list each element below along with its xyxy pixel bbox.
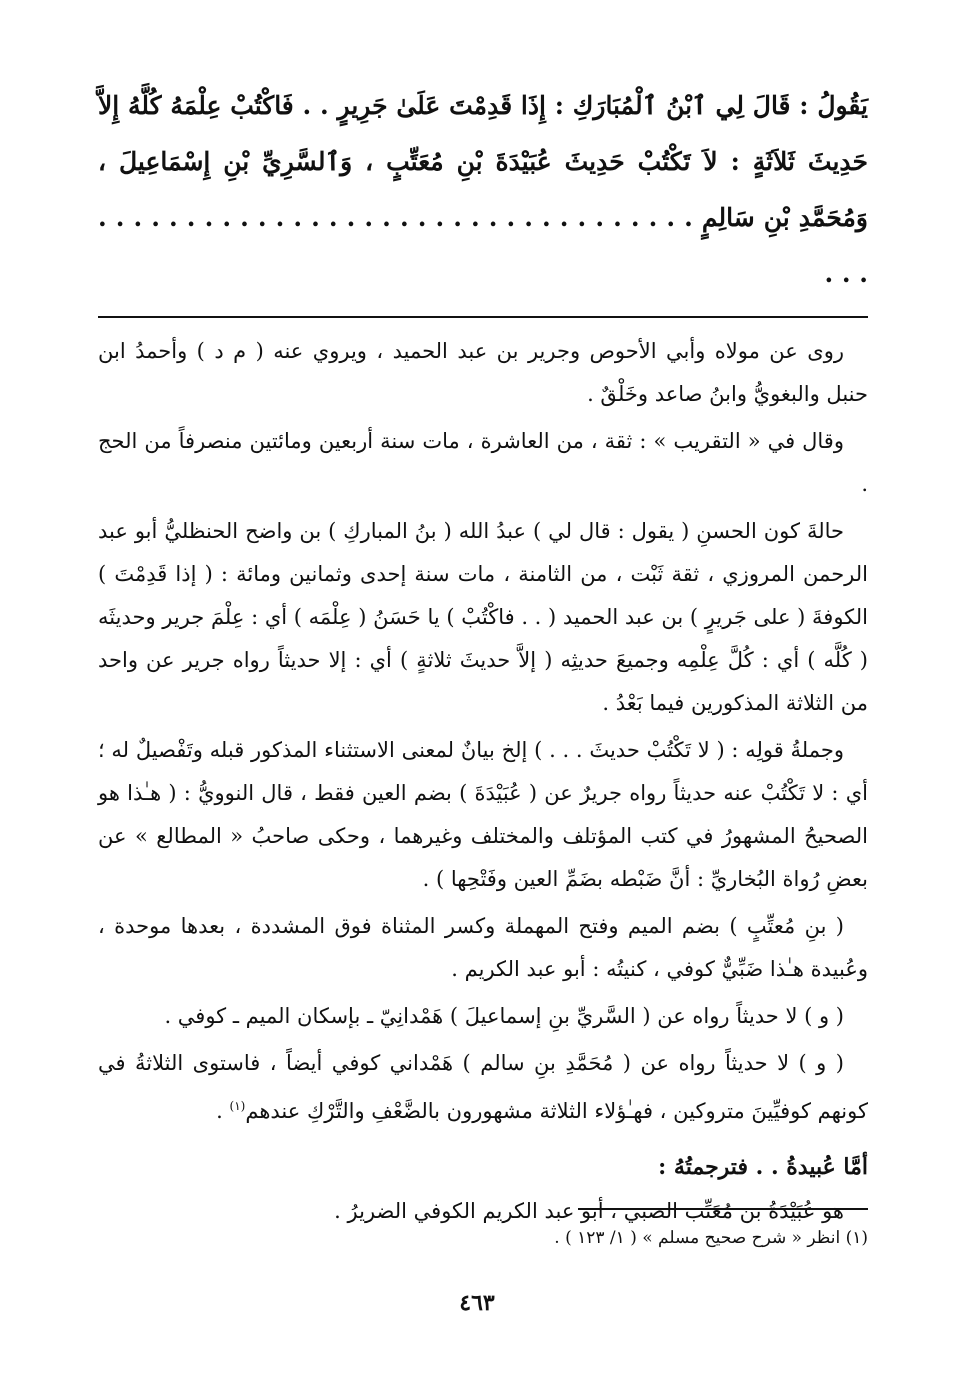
- paragraph-sari: ( و ) لا حديثاً رواه عن ( السَّريِّ بنِ إسماعيلَ ) هَمْدانِيّ ـ بإسكان الميم ـ كوفي .: [164, 1004, 844, 1028]
- paragraph-muhammad: [98, 1042, 868, 1133]
- paragraph-narrators: روى عن مولاه وأبي الأحوص وجرير بن عبد الحميد ، ويروي عنه ( م د ) وأحمدُ ابن حنبل والبغويُّ وابنُ صاعد وخَلْقٌ .: [98, 339, 868, 406]
- footnote-rule: [578, 1208, 868, 1210]
- text-separator: [98, 316, 868, 318]
- section-heading: أمَّا عُبيدةُ . . فترجمتُهُ :: [658, 1154, 868, 1180]
- page-body: [98, 78, 868, 1233]
- paragraph-ibn-muattib: ( بنِ مُعتِّبٍ ) بضم الميم وفتح المهملة وكسر المثناة فوق المشددة ، بعدها موحدة ، وعُبيدة هـٰذا ضَبِّيٌّ كوفي ، كنيتُه : أبو عبد الكريم .: [98, 914, 868, 981]
- page-number: ٤٦٣: [459, 1290, 495, 1316]
- paragraph-muhammad-text: ( و ) لا حديثاً رواه عن ( مُحَمَّدِ بنِ سالم ) هَمْداني كوفي أيضاً ، فاستوى الثلاثةُ في كونهم كوفيِّينَ متروكين ، فهـٰؤلاء الثلاثة مشهورون بالضَّعْفِ والتَّرْكِ عندهم: [98, 1051, 868, 1123]
- paragraph-end: .: [216, 1099, 230, 1123]
- hadith-text: يَقُولُ : قَالَ لِي ٱبْنُ ٱلْمُبَارَكِ : إِذَا قَدِمْتَ عَلَىٰ جَرِيرٍ . . فَاكْتُبْ عِلْمَهُ كُلَّهُ إِلاَّ حَدِيثَ ثَلاَثَةٍ : لاَ تَكْتُبْ حَدِيثَ عُبَيْدَةَ بْنِ مُعَتِّبٍ ، وَٱلسَّرِيِّ بْنِ إِسْمَاعِيلَ ، وَمُحَمَّدِ بْنِ سَالِمٍ . . . . . . . . . . . . . . . . . . . . . . . . . . . . . . . . . . . . .: [98, 91, 868, 288]
- paragraph-taqrib: وقال في « التقريب » : ثقة ، من العاشرة ، مات سنة أربعين ومائتين منصرفاً من الحج .: [98, 429, 868, 496]
- footnote-marker[interactable]: (١): [229, 1099, 246, 1113]
- bio-text: هو عُبَيْدَةُ بن مُعَتِّب الضبي ، أبو عبد الكريم الكوفي الضريرُ .: [334, 1199, 844, 1223]
- footnote: (١) انظر « شرح صحيح مسلم » ( ١/ ١٢٣ ) .: [554, 1228, 868, 1248]
- paragraph-ibn-mubarak: حالةَ كون الحسنِ ( يقول : قال لي ) عبدُ الله ( بنُ المباركِ ) بن واضح الحنظليُّ أبو عبد الرحمن المروزي ، ثقة ثَبْت ، من الثامنة ، مات سنة إحدى وثمانين ومائة : ( إذا قَدِمْتَ ) الكوفةَ ( على جَريرٍ ) بن عبد الحميد ( . . فاكْتُبْ ) يا حَسَنُ ( عِلْمَه ) أي : عِلْمَ جرير وحديثَه ( كُلَّه ) أي : كُلَّ عِلْمِه وجميعَ حديثِه ( إلاَّ حديثَ ثلاثةٍ ) أي : إلا حديثاً رواه جرير عن واحد من الثلاثة المذكورين فيما بَعْدُ .: [98, 519, 868, 715]
- paragraph-explanation: وجملةُ قولِه : ( لا تَكْتُبْ حديثَ . . . ) إلخ بيانٌ لمعنى الاستثناء المذكور قبله وتَفْصيلٌ له ؛ أي : لا تَكْتُبْ عنه حديثاً رواه جريرٌ عن ( عُبَيْدَةَ ) بضم العين فقط ، قال النوويُّ : ( هـٰذا هو الصحيحُ المشهورُ في كتب المؤتلف والمختلف وغيرهما ، وحكى صاحبُ « المطالع » عن بعضِ رُواة البُخاريِّ : أنَّ ضَبْطه بضَمِّ العين وفَتْحِها ) .: [98, 738, 868, 891]
